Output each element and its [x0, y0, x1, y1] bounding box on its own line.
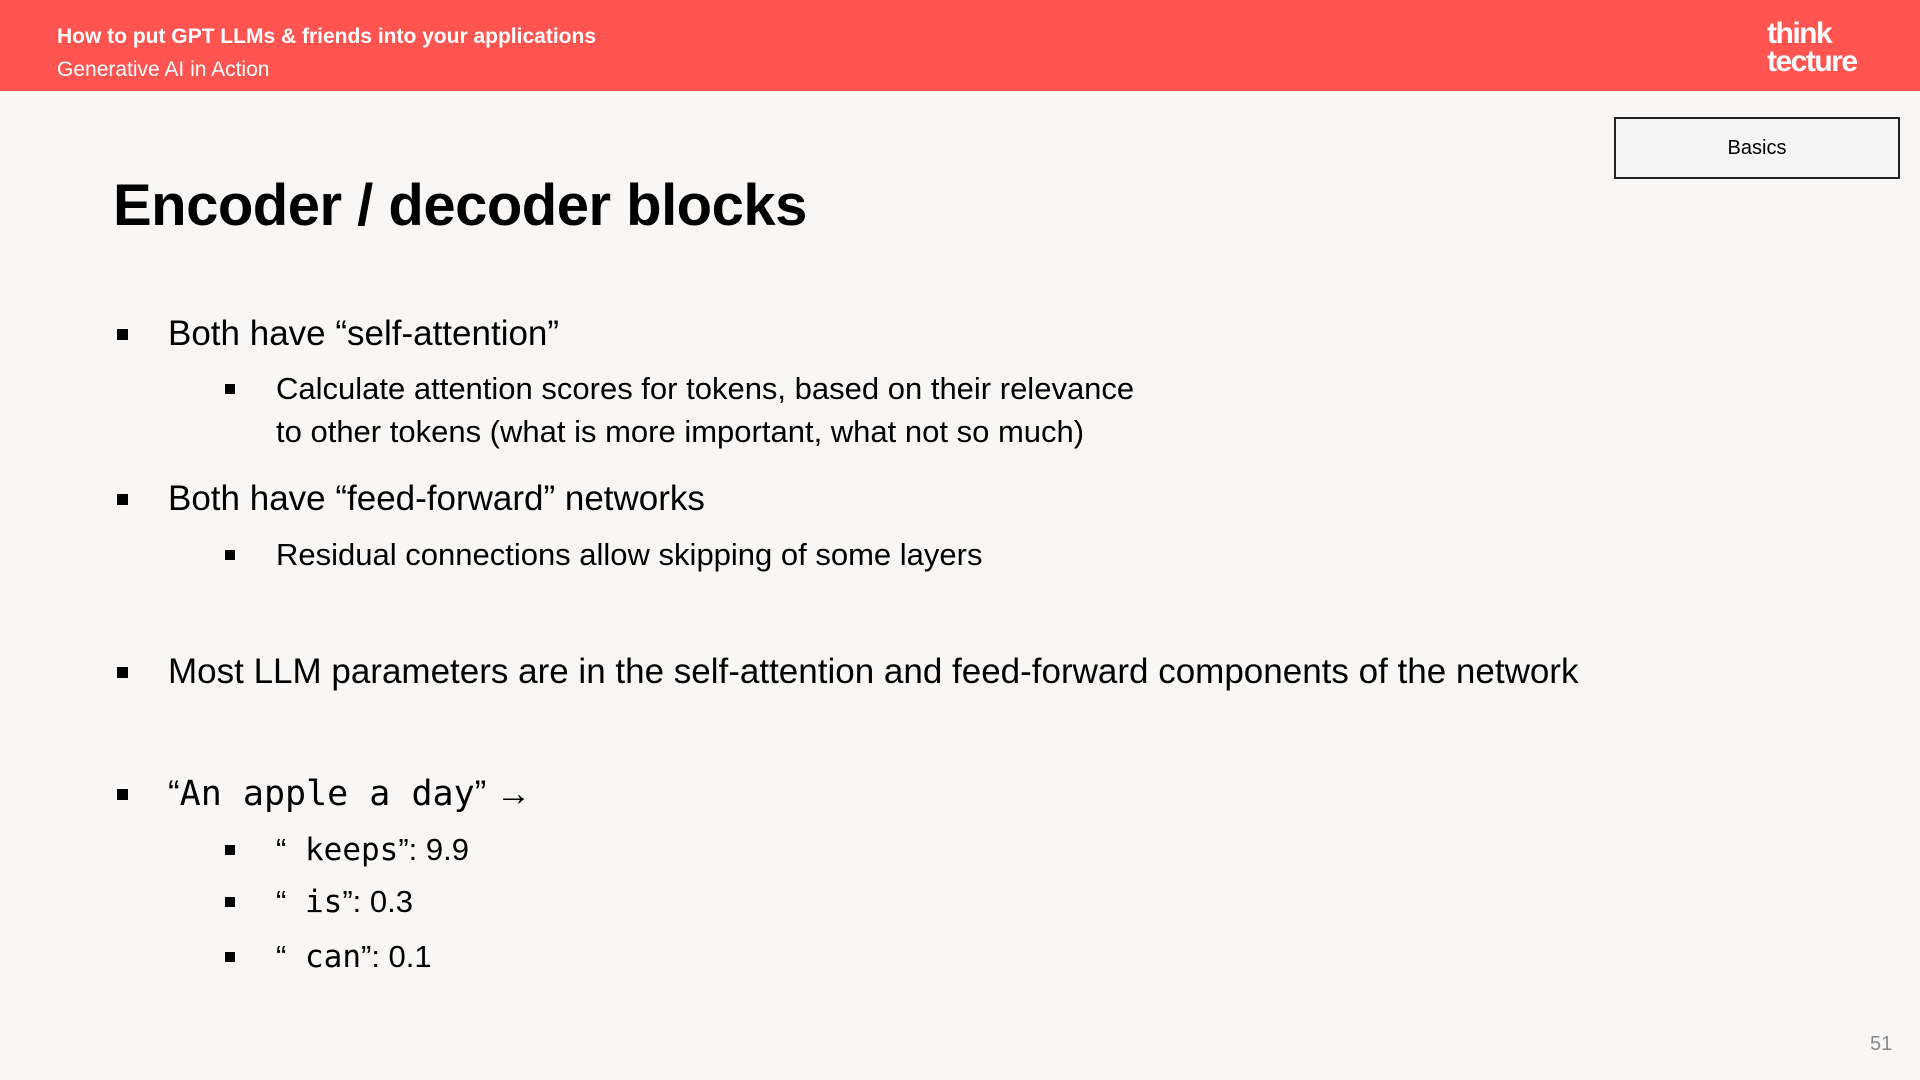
quote-close: ” — [342, 884, 353, 919]
section-tag: Basics — [1614, 117, 1900, 179]
bullet-text: Residual connections allow skipping of some layers — [276, 537, 983, 572]
token-score: : 0.3 — [352, 884, 413, 919]
sub-bullet-attention-scores — [276, 367, 1134, 453]
bullet-marker — [117, 329, 128, 340]
page-number: 51 — [1870, 1033, 1893, 1055]
quote-open: “ — [276, 884, 287, 919]
token-score: : 0.1 — [371, 939, 432, 974]
prediction-item-can — [276, 935, 432, 979]
logo-line-1: think — [1767, 17, 1832, 50]
slide-title: Encoder / decoder blocks — [113, 173, 807, 238]
token-text: keeps — [286, 832, 399, 868]
prompt-text: An apple a day — [179, 774, 475, 814]
bullet-text: Both have “self-attention” — [168, 314, 560, 353]
prediction-item-is — [276, 880, 413, 924]
bullet-self-attention — [168, 312, 559, 356]
deck-title: How to put GPT LLMs & friends into your applications — [57, 25, 596, 48]
bullet-text-line-1: Calculate attention scores for tokens, based on their relevance — [276, 371, 1135, 406]
header-bar — [0, 0, 1920, 91]
bullet-feed-forward — [168, 477, 705, 521]
bullet-text: Both have “feed-forward” networks — [168, 479, 705, 518]
quote-close: ” — [398, 832, 409, 867]
quote-open: “ — [276, 939, 287, 974]
arrow-right-icon: → — [496, 774, 532, 813]
bullet-marker — [225, 550, 235, 560]
token-score: : 9.9 — [408, 832, 469, 867]
quote-close: ” — [360, 939, 372, 974]
bullet-marker — [225, 897, 235, 907]
token-text: can — [286, 939, 361, 975]
bullet-marker — [225, 845, 235, 855]
prediction-item-keeps — [276, 828, 469, 872]
sub-bullet-residual-connections — [276, 533, 982, 576]
bullet-text-line-2: to other tokens (what is more important, what not so much) — [276, 414, 1085, 449]
quote-open: “ — [276, 832, 287, 867]
bullet-apple-example — [168, 772, 531, 816]
deck-subtitle: Generative AI in Action — [57, 58, 270, 81]
bullet-marker — [117, 789, 128, 800]
bullet-marker — [117, 494, 128, 505]
bullet-marker — [225, 952, 235, 962]
thinktecture-logo — [1767, 17, 1857, 78]
logo-line-2: tecture — [1767, 45, 1857, 78]
quote-close: ” — [474, 774, 487, 813]
bullet-text: Most LLM parameters are in the self-attention and feed-forward components of the network — [168, 652, 1579, 691]
quote-open: “ — [168, 774, 180, 813]
token-text: is — [286, 884, 343, 920]
bullet-llm-parameters — [168, 650, 1578, 694]
bullet-marker — [225, 384, 235, 394]
bullet-marker — [117, 667, 128, 678]
